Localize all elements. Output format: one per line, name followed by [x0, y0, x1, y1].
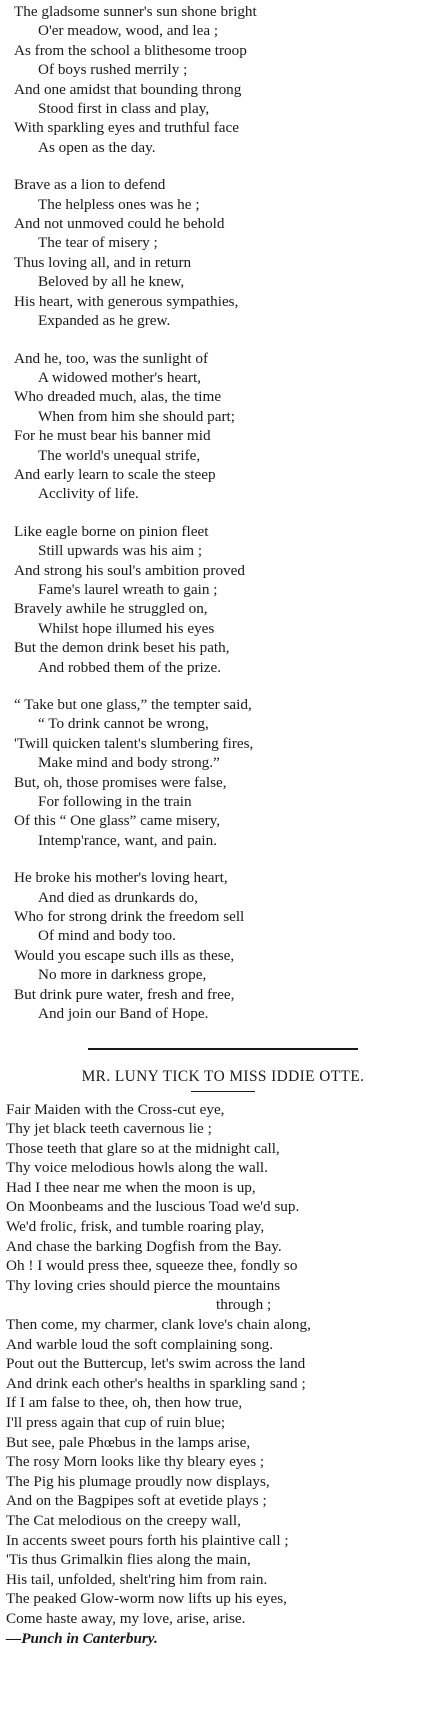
poem-line: I'll press again that cup of ruin blue;	[6, 1414, 226, 1431]
poem-line: And warble loud the soft complaining song.	[6, 1335, 274, 1353]
poem-line: Of mind and body too.	[38, 927, 176, 945]
poem-line: Thus loving all, and in return	[14, 253, 192, 271]
poem-line: Of boys rushed merrily ;	[38, 61, 188, 79]
poem-line: The rosy Morn looks like thy bleary eyes ;	[6, 1453, 265, 1471]
section-divider	[88, 1048, 358, 1050]
poem-line: And on the Bagpipes soft at evetide plays ;	[6, 1492, 267, 1510]
poem-line: For he must bear his banner mid	[14, 427, 211, 445]
poem-line: Beloved by all he knew,	[38, 273, 185, 291]
poem-line: No more in darkness grope,	[38, 966, 207, 984]
poem-line: The Cat melodious on the creepy wall,	[6, 1511, 241, 1529]
poem-line: “ To drink cannot be wrong,	[38, 715, 209, 733]
poem-line: His tail, unfolded, shelt'ring him from rain.	[6, 1570, 268, 1588]
poem-line: But see, pale Phœbus in the lamps arise,	[6, 1433, 251, 1451]
poem-line: But, oh, those promises were false,	[14, 773, 227, 791]
poem-line: And he, too, was the sunlight of	[14, 349, 209, 367]
poem-line: And died as drunkards do,	[38, 888, 198, 906]
poem-line: And one amidst that bounding throng	[14, 80, 242, 98]
poem-line: Whilst hope illumed his eyes	[38, 619, 215, 637]
poem-line: Then come, my charmer, clank love's chain along,	[6, 1316, 311, 1334]
poem-line: His heart, with generous sympathies,	[14, 292, 239, 310]
poem-line: Brave as a lion to defend	[14, 176, 166, 194]
poem-line: In accents sweet pours forth his plaintive call ;	[6, 1531, 289, 1549]
stanza-3	[6, 349, 440, 504]
poem-line: Bravely awhile he struggled on,	[14, 600, 208, 618]
poem-line: Thy jet black teeth cavernous lie ;	[6, 1120, 212, 1138]
poem-title: MR. LUNY TICK TO MISS IDDIE OTTE.	[81, 1067, 365, 1085]
signature: —Punch in Canterbury.	[6, 1629, 158, 1647]
poem-line: 'Twill quicken talent's slumbering fires,	[14, 734, 254, 752]
poem-line: And early learn to scale the steep	[14, 465, 216, 483]
stanza-1	[6, 2, 440, 157]
poem-line-continuation: through ;	[216, 1296, 272, 1314]
stanza-4	[6, 522, 440, 677]
poem-line: Fair Maiden with the Cross-cut eye,	[6, 1100, 225, 1118]
poem-line: A widowed mother's heart,	[38, 368, 202, 386]
poem-line: The world's unequal strife,	[38, 446, 201, 464]
poem-line: Would you escape such ills as these,	[14, 946, 235, 964]
poem-line: He broke his mother's loving heart,	[14, 869, 228, 887]
poem-line: Oh ! I would press thee, squeeze thee, fondly so	[6, 1257, 298, 1275]
poem-line: But the demon drink beset his path,	[14, 639, 230, 657]
poem-line: Had I thee near me when the moon is up,	[6, 1178, 256, 1196]
stanza-6	[6, 868, 440, 1023]
poem-line: Expanded as he grew.	[38, 312, 171, 330]
poem-line: Like eagle borne on pinion fleet	[14, 522, 209, 540]
poem-line: “ Take but one glass,” the tempter said,	[14, 696, 252, 713]
poem-line: And robbed them of the prize.	[38, 658, 222, 676]
poem-line: If I am false to thee, oh, then how true,	[6, 1394, 243, 1412]
poem-line: And strong his soul's ambition proved	[14, 561, 245, 579]
poem-line: Pout out the Buttercup, let's swim across the land	[6, 1355, 306, 1373]
poem-line: Those teeth that glare so at the midnight call,	[6, 1139, 280, 1157]
poem-line: Stood first in class and play,	[38, 100, 210, 118]
poem-line: Thy loving cries should pierce the mountains	[6, 1276, 281, 1294]
poem-line: Who for strong drink the freedom sell	[14, 908, 245, 926]
poem-line: And drink each other's healths in sparkling sand ;	[6, 1374, 306, 1392]
poem-line: The helpless ones was he ;	[38, 195, 200, 213]
poem-line: Intemp'rance, want, and pain.	[38, 831, 218, 849]
band-of-hope-poem	[6, 2, 440, 1024]
poem-line: As from the school a blithesome troop	[14, 41, 247, 59]
stanza-2	[6, 175, 440, 330]
poem-line: The peaked Glow-worm now lifts up his eyes,	[6, 1590, 287, 1608]
stanza-5	[6, 695, 440, 850]
luny-tick-poem	[6, 1100, 440, 1649]
poem-line: Of this “ One glass” came misery,	[14, 812, 221, 830]
poem-line: For following in the train	[38, 793, 192, 811]
poem-line: Come haste away, my love, arise, arise.	[6, 1609, 246, 1627]
poem-line: Thy voice melodious howls along the wall.	[6, 1159, 268, 1177]
poem-line: Still upwards was his aim ;	[38, 542, 203, 560]
poem-line: The Pig his plumage proudly now displays,	[6, 1472, 270, 1490]
poem-line: 'Tis thus Grimalkin flies along the main,	[6, 1551, 251, 1569]
poem-line: O'er meadow, wood, and lea ;	[38, 22, 219, 40]
poem-line: When from him she should part;	[38, 407, 235, 425]
poem-line: The gladsome sunner's sun shone bright	[14, 3, 257, 20]
poem-line: As open as the day.	[38, 138, 156, 156]
poem-line: With sparkling eyes and truthful face	[14, 119, 240, 137]
poem-line: On Moonbeams and the luscious Toad we'd sup.	[6, 1198, 300, 1216]
poem-line: We'd frolic, frisk, and tumble roaring play,	[6, 1218, 265, 1236]
poem-line: Make mind and body strong.”	[38, 754, 220, 772]
poem-line: And join our Band of Hope.	[38, 1005, 209, 1023]
poem-line: And not unmoved could he behold	[14, 215, 225, 233]
poem-line: The tear of misery ;	[38, 234, 158, 252]
title-underline	[191, 1091, 255, 1092]
poem-line: Fame's laurel wreath to gain ;	[38, 580, 218, 598]
poem-line: Who dreaded much, alas, the time	[14, 388, 222, 406]
poem-line: Acclivity of life.	[38, 485, 139, 503]
poem-line: And chase the barking Dogfish from the Bay.	[6, 1237, 282, 1255]
poem-line: But drink pure water, fresh and free,	[14, 985, 235, 1003]
